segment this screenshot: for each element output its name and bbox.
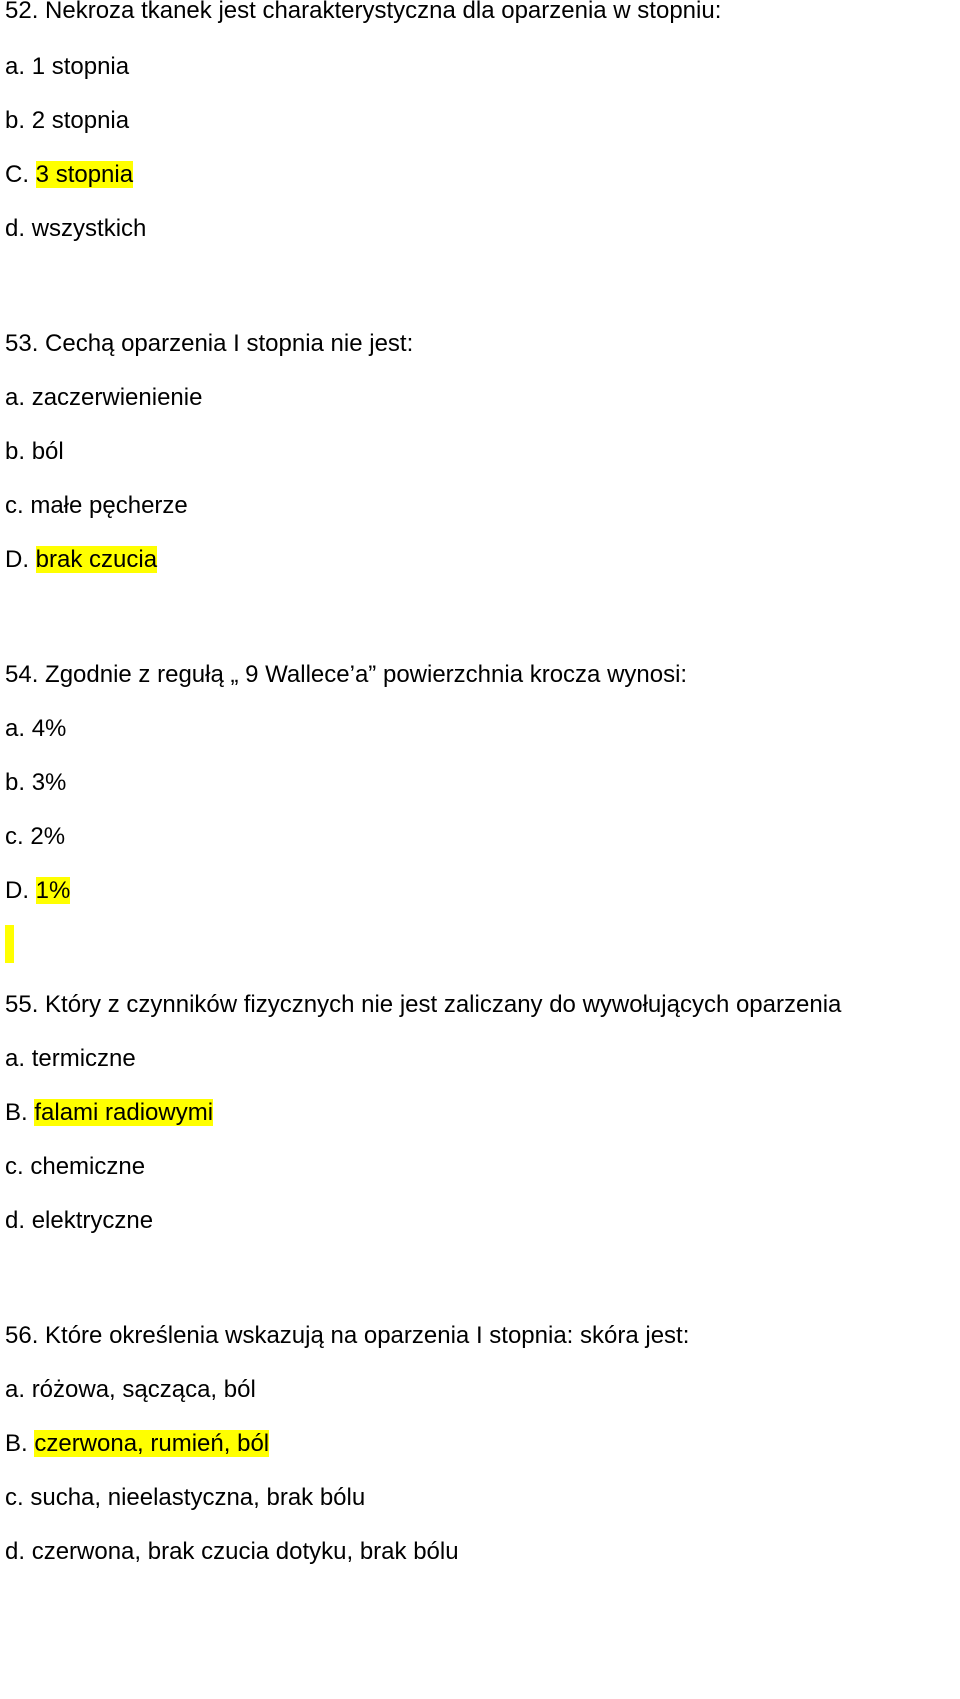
option-56-d: d. czerwona, brak czucia dotyku, brak bólu [5, 1538, 459, 1565]
option-56-a: a. różowa, sącząca, ból [5, 1376, 256, 1403]
question-53-text: 53. Cechą oparzenia I stopnia nie jest: [5, 330, 414, 357]
stray-highlight-mark [5, 925, 14, 963]
option-53-a: a. zaczerwienienie [5, 384, 203, 411]
answer-highlight: 1% [35, 877, 71, 904]
option-55-d: d. elektryczne [5, 1207, 154, 1234]
answer-highlight: czerwona, rumień, ból [34, 1430, 270, 1457]
option-52-c: C. 3 stopnia [5, 161, 134, 188]
answer-highlight: brak czucia [35, 546, 158, 573]
answer-highlight: falami radiowymi [34, 1099, 214, 1126]
option-56-b: B. czerwona, rumień, ból [5, 1430, 270, 1457]
question-56-text: 56. Które określenia wskazują na oparzenia I stopnia: skóra jest: [5, 1322, 690, 1349]
option-55-c: c. chemiczne [5, 1153, 146, 1180]
option-54-b: b. 3% [5, 769, 67, 796]
answer-highlight: 3 stopnia [35, 161, 134, 188]
question-52-text: 52. Nekroza tkanek jest charakterystyczna dla oparzenia w stopniu: [5, 0, 722, 24]
option-54-c: c. 2% [5, 823, 66, 850]
question-54-text: 54. Zgodnie z regułą „ 9 Wallece’a” powierzchnia krocza wynosi: [5, 661, 688, 688]
question-55-text: 55. Który z czynników fizycznych nie jest zaliczany do wywołujących oparzenia [5, 991, 842, 1018]
option-54-a: a. 4% [5, 715, 67, 742]
option-52-d: d. wszystkich [5, 215, 147, 242]
option-52-a: a. 1 stopnia [5, 53, 130, 80]
option-55-a: a. termiczne [5, 1045, 136, 1072]
option-56-c: c. sucha, nieelastyczna, brak bólu [5, 1484, 366, 1511]
option-54-d: D. 1% [5, 877, 71, 904]
option-53-d: D. brak czucia [5, 546, 158, 573]
option-52-b: b. 2 stopnia [5, 107, 130, 134]
option-53-b: b. ból [5, 438, 64, 465]
option-53-c: c. małe pęcherze [5, 492, 188, 519]
option-55-b: B. falami radiowymi [5, 1099, 214, 1126]
